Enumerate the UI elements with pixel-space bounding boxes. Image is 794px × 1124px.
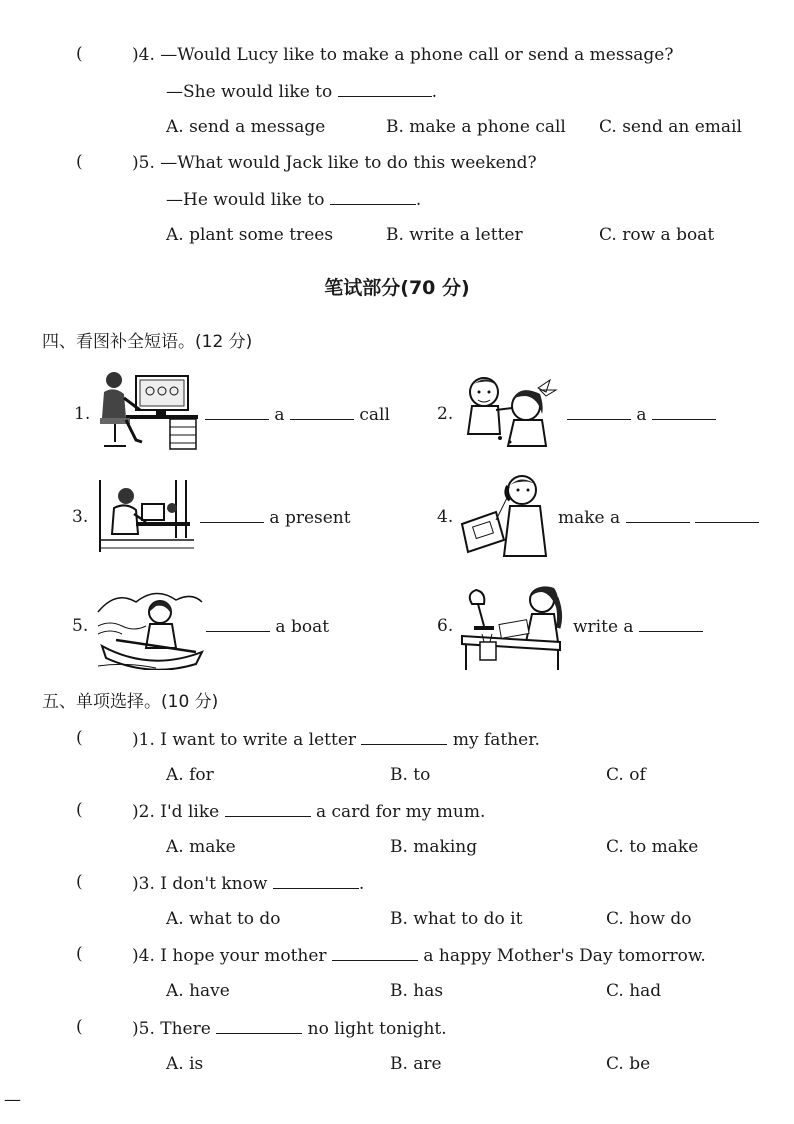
answer-paren: ( xyxy=(76,872,83,892)
option-a: A. what to do xyxy=(166,909,281,929)
option-b: B. make a phone call xyxy=(386,117,566,137)
option-a: A. plant some trees xyxy=(166,225,334,245)
option-a: A. have xyxy=(166,981,230,1001)
answer-paren: ( xyxy=(76,800,83,820)
question-text: —What would Jack like to do this weekend? xyxy=(160,153,537,173)
option-b: B. to xyxy=(390,765,431,785)
question-line xyxy=(132,1018,447,1039)
footer-dash: — xyxy=(4,1090,21,1110)
section-5-title: 五、单项选择。(10 分) xyxy=(42,692,219,712)
question-text: . xyxy=(358,874,365,894)
item-number: 3. xyxy=(72,507,89,527)
girl-rowing-boat-icon xyxy=(96,582,204,670)
phrase-text: write a xyxy=(573,617,634,637)
option-c: C. to make xyxy=(606,837,699,857)
answer-blank[interactable] xyxy=(200,507,264,523)
option-a: A. send a message xyxy=(166,117,326,137)
answer-paren: ( xyxy=(76,1017,83,1037)
phrase-text: a xyxy=(274,405,285,425)
girl-on-phone-icon xyxy=(460,472,554,558)
answer-prefix: —He would like to xyxy=(166,190,325,210)
children-whispering-icon xyxy=(460,370,564,450)
answer-line xyxy=(166,189,421,210)
option-b: B. are xyxy=(390,1054,442,1074)
girl-writing-letter-icon xyxy=(460,576,564,672)
question-text: I don't know xyxy=(160,874,268,894)
question-line xyxy=(132,153,537,173)
answer-blank[interactable] xyxy=(225,801,311,817)
question-text: my father. xyxy=(452,730,540,750)
question-text: a card for my mum. xyxy=(316,802,486,822)
phrase-line xyxy=(573,616,703,637)
answer-blank[interactable] xyxy=(273,873,359,889)
question-number: )4. xyxy=(132,45,155,65)
question-text: There xyxy=(160,1019,211,1039)
answer-prefix: —She would like to xyxy=(166,82,333,102)
person-at-computer-icon xyxy=(96,478,198,554)
phrase-line xyxy=(206,616,329,637)
answer-paren: ( xyxy=(76,944,83,964)
phrase-line xyxy=(567,404,716,425)
question-text: —Would Lucy like to make a phone call or send a message? xyxy=(160,45,674,65)
answer-suffix: . xyxy=(431,82,438,102)
option-a: A. is xyxy=(166,1054,204,1074)
item-number: 4. xyxy=(437,507,454,527)
answer-blank[interactable] xyxy=(205,404,269,420)
option-c: C. send an email xyxy=(599,117,742,137)
option-b: B. has xyxy=(390,981,444,1001)
option-c: C. had xyxy=(606,981,662,1001)
answer-blank[interactable] xyxy=(639,616,703,632)
answer-blank[interactable] xyxy=(652,404,716,420)
question-number: )4. xyxy=(132,946,155,966)
option-b: B. what to do it xyxy=(390,909,523,929)
question-line xyxy=(132,873,364,894)
question-text: a happy Mother's Day tomorrow. xyxy=(423,946,706,966)
question-text: I want to write a letter xyxy=(160,730,357,750)
question-number: )2. xyxy=(132,802,155,822)
phrase-line xyxy=(200,507,351,528)
question-text: no light tonight. xyxy=(307,1019,447,1039)
answer-blank[interactable] xyxy=(567,404,631,420)
question-line xyxy=(132,945,706,966)
computer-video-call-icon xyxy=(96,370,202,452)
answer-paren: ( xyxy=(76,44,83,64)
answer-blank[interactable] xyxy=(330,189,416,205)
phrase-text: a xyxy=(636,405,647,425)
option-c: C. be xyxy=(606,1054,651,1074)
phrase-line xyxy=(558,507,759,528)
answer-blank[interactable] xyxy=(626,507,690,523)
phrase-text: make a xyxy=(558,508,621,528)
question-line xyxy=(132,729,540,750)
phrase-text: a present xyxy=(269,508,351,528)
question-number: )5. xyxy=(132,153,155,173)
answer-suffix: . xyxy=(415,190,422,210)
question-number: )1. xyxy=(132,730,155,750)
question-number: )5. xyxy=(132,1019,155,1039)
answer-blank[interactable] xyxy=(332,945,418,961)
answer-blank[interactable] xyxy=(290,404,354,420)
phrase-text: a boat xyxy=(275,617,330,637)
question-text: I'd like xyxy=(160,802,220,822)
item-number: 2. xyxy=(437,404,454,424)
phrase-line xyxy=(205,404,390,425)
answer-line xyxy=(166,81,437,102)
option-a: A. make xyxy=(166,837,236,857)
option-c: C. row a boat xyxy=(599,225,715,245)
answer-blank[interactable] xyxy=(206,616,270,632)
option-b: B. write a letter xyxy=(386,225,523,245)
answer-blank[interactable] xyxy=(216,1018,302,1034)
question-number: )3. xyxy=(132,874,155,894)
answer-blank[interactable] xyxy=(361,729,447,745)
answer-blank[interactable] xyxy=(695,507,759,523)
question-line xyxy=(132,801,485,822)
item-number: 6. xyxy=(437,616,454,636)
answer-blank[interactable] xyxy=(338,81,432,97)
question-line xyxy=(132,45,674,65)
phrase-text: call xyxy=(359,405,390,425)
answer-paren: ( xyxy=(76,152,83,172)
option-a: A. for xyxy=(166,765,214,785)
section-4-title: 四、看图补全短语。(12 分) xyxy=(42,332,253,352)
answer-paren: ( xyxy=(76,728,83,748)
question-text: I hope your mother xyxy=(160,946,327,966)
item-number: 1. xyxy=(74,404,91,424)
written-part-title: 笔试部分(70 分) xyxy=(324,277,470,299)
option-c: C. of xyxy=(606,765,646,785)
option-b: B. making xyxy=(390,837,478,857)
item-number: 5. xyxy=(72,616,89,636)
option-c: C. how do xyxy=(606,909,692,929)
